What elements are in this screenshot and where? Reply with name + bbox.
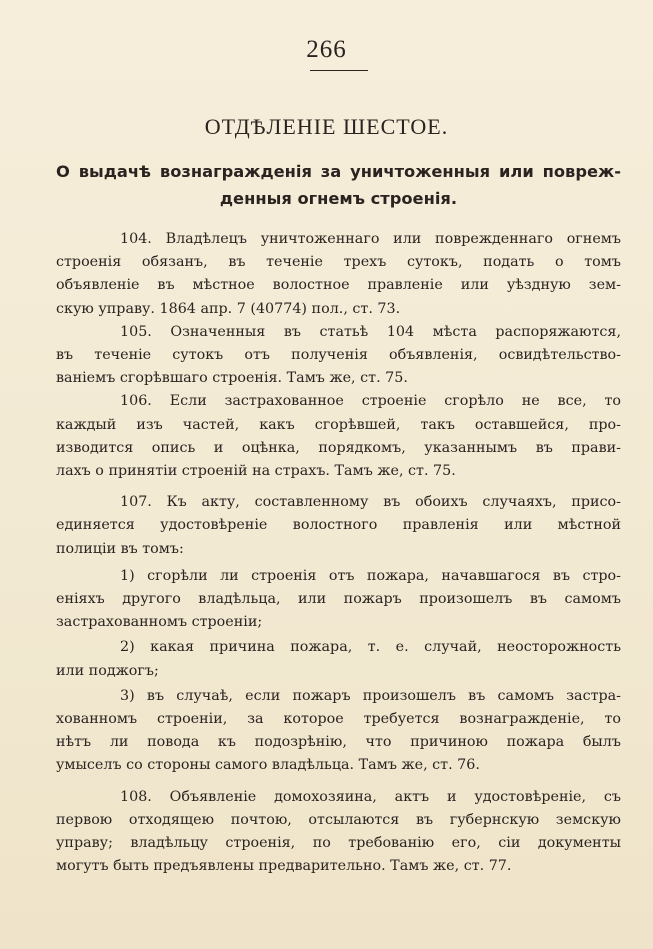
article-line: 106. Если застрахованное строеніе сгорѣло не все, то <box>120 393 621 410</box>
article-line: объявленіе въ мѣстное волостное правленіе или уѣздную зем- <box>56 277 621 294</box>
article-line: 105. Означенныя въ статьѣ 104 мѣста распоряжаются, <box>120 323 621 340</box>
article-line: единяется удостовѣреніе волостного правленія или мѣстной <box>56 517 621 534</box>
page-number-rule <box>310 70 368 71</box>
item-line: или поджогъ; <box>56 662 159 679</box>
item-line: 3) въ случаѣ, если пожаръ произошелъ въ самомъ застра- <box>120 687 621 704</box>
article-108 <box>56 786 621 879</box>
section-title: ОТДѢЛЕНІЕ ШЕСТОЕ. <box>204 114 449 139</box>
article-line: лахъ о принятіи строеній на страхъ. Тамъ же, ст. 75. <box>56 463 456 480</box>
article-106 <box>56 390 621 483</box>
article-107-item-1 <box>56 565 621 635</box>
article-107-item-3 <box>56 685 621 778</box>
item-line: еніяхъ другого владѣльца, или пожаръ произошелъ въ самомъ <box>56 591 621 608</box>
article-line: первою отходящею почтою, отсылаются въ губернскую земскую <box>56 811 621 828</box>
section-subtitle <box>56 158 621 212</box>
subtitle-line: О выдачѣ вознагражденія за уничтоженныя или повреж- <box>56 162 621 181</box>
article-line: изводится опись и оцѣнка, порядкомъ, указаннымъ въ прави- <box>56 439 621 456</box>
article-line: каждый изъ частей, какъ сгорѣвшей, такъ оставшейся, про- <box>56 416 621 433</box>
item-line: нѣтъ ли повода къ подозрѣнію, что причиною пожара былъ <box>56 734 621 751</box>
article-line: строенія обязанъ, въ теченіе трехъ сутокъ, подать о томъ <box>56 254 621 271</box>
article-line: ваніемъ сгорѣвшаго строенія. Тамъ же, ст. 75. <box>56 370 408 387</box>
article-line: скую управу. 1864 апр. 7 (40774) пол., ст. 73. <box>56 300 401 317</box>
article-line: 108. Объявленіе домохозяина, актъ и удостовѣреніе, съ <box>120 788 621 805</box>
subtitle-line: денныя огнемъ строенія. <box>219 189 458 208</box>
page-number: 266 <box>306 36 347 63</box>
item-line: 2) какая причина пожара, т. е. случай, неосторожность <box>120 639 621 656</box>
article-body <box>56 228 621 878</box>
item-line: 1) сгорѣли ли строенія отъ пожара, начавшагося въ стро- <box>120 567 621 584</box>
item-line: хованномъ строеніи, за которое требуется вознагражденіе, то <box>56 711 621 728</box>
article-107-item-2 <box>56 636 621 682</box>
article-107 <box>56 491 621 777</box>
item-line: застрахованномъ строеніи; <box>56 614 263 631</box>
article-line: управу; владѣльцу строенія, по требованію его, сіи документы <box>56 835 621 852</box>
article-line: 104. Владѣлецъ уничтоженнаго или поврежденнаго огнемъ <box>120 231 621 247</box>
article-104 <box>56 228 621 321</box>
article-line: 107. Къ акту, составленному въ обоихъ случаяхъ, присо- <box>120 494 621 511</box>
article-line: полиціи въ томъ: <box>56 540 184 557</box>
article-line: могутъ быть предъявлены предварительно. Тамъ же, ст. 77. <box>56 858 512 875</box>
article-line: въ теченіе сутокъ отъ полученія объявленія, освидѣтельство- <box>56 347 621 364</box>
item-line: умыселъ со стороны самого владѣльца. Тамъ же, ст. 76. <box>56 757 480 774</box>
article-105 <box>56 321 621 391</box>
